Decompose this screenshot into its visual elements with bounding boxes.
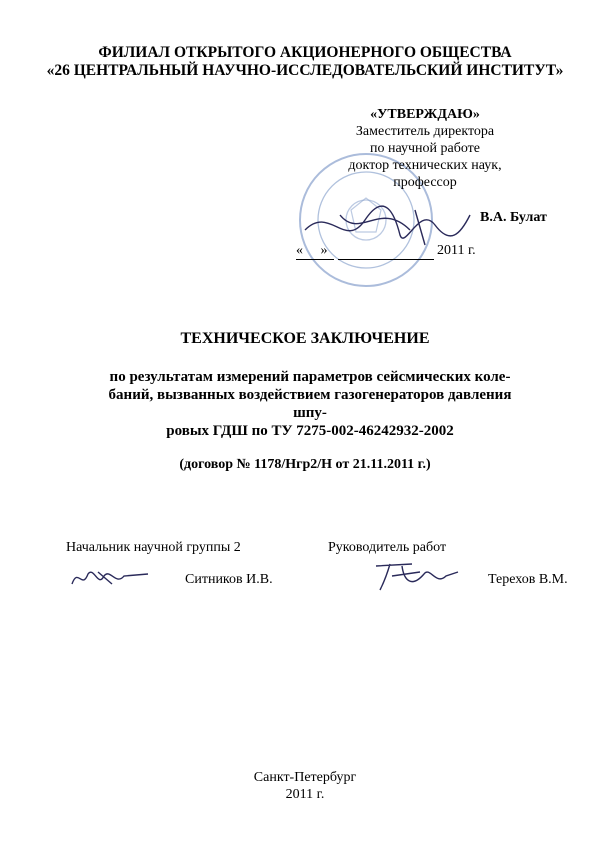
organization-line-1: ФИЛИАЛ ОТКРЫТОГО АКЦИОНЕРНОГО ОБЩЕСТВА [98, 44, 512, 61]
approval-block [335, 106, 515, 191]
document-subject [90, 368, 530, 440]
subject-line: по результатам измерений параметров сейсмических коле- [109, 369, 511, 385]
document-title: ТЕХНИЧЕСКОЕ ЗАКЛЮЧЕНИЕ [180, 330, 430, 347]
right-signature [372, 556, 462, 596]
approval-line: доктор технических наук, [348, 158, 502, 173]
organization-line-2: «26 ЦЕНТРАЛЬНЫЙ НАУЧНО-ИССЛЕДОВАТЕЛЬСКИЙ ИНСТИТУТ» [46, 62, 564, 79]
approval-year: 2011 г. [437, 243, 476, 258]
date-month-blank [338, 243, 434, 260]
subject-line: баний, вызванных воздействием газогенераторов давления шпу- [108, 387, 512, 421]
approval-line: Заместитель директора [355, 124, 495, 139]
organization-header [0, 44, 610, 80]
footer-city: Санкт-Петербург [253, 770, 357, 785]
subject-line: ровых ГДШ по ТУ 7275-002-46242932-2002 [166, 423, 454, 439]
contract-reference: (договор № 1178/Нгр2/Н от 21.11.2011 г.) [179, 457, 431, 472]
right-signer-name: Терехов В.М. [488, 572, 568, 587]
approval-date [296, 243, 476, 260]
left-signature [68, 562, 158, 592]
left-signer-name: Ситников И.В. [185, 572, 273, 587]
approval-signer: В.А. Булат [480, 210, 547, 225]
left-signer-role: Начальник научной группы 2 [66, 540, 241, 555]
footer-year: 2011 г. [285, 787, 325, 802]
approval-line: по научной работе [370, 141, 480, 156]
right-signer-role: Руководитель работ [328, 540, 447, 555]
approval-heading: «УТВЕРЖДАЮ» [370, 107, 480, 122]
footer [0, 769, 610, 803]
date-day-blank: « » [296, 243, 334, 260]
approval-line: профессор [393, 175, 457, 190]
